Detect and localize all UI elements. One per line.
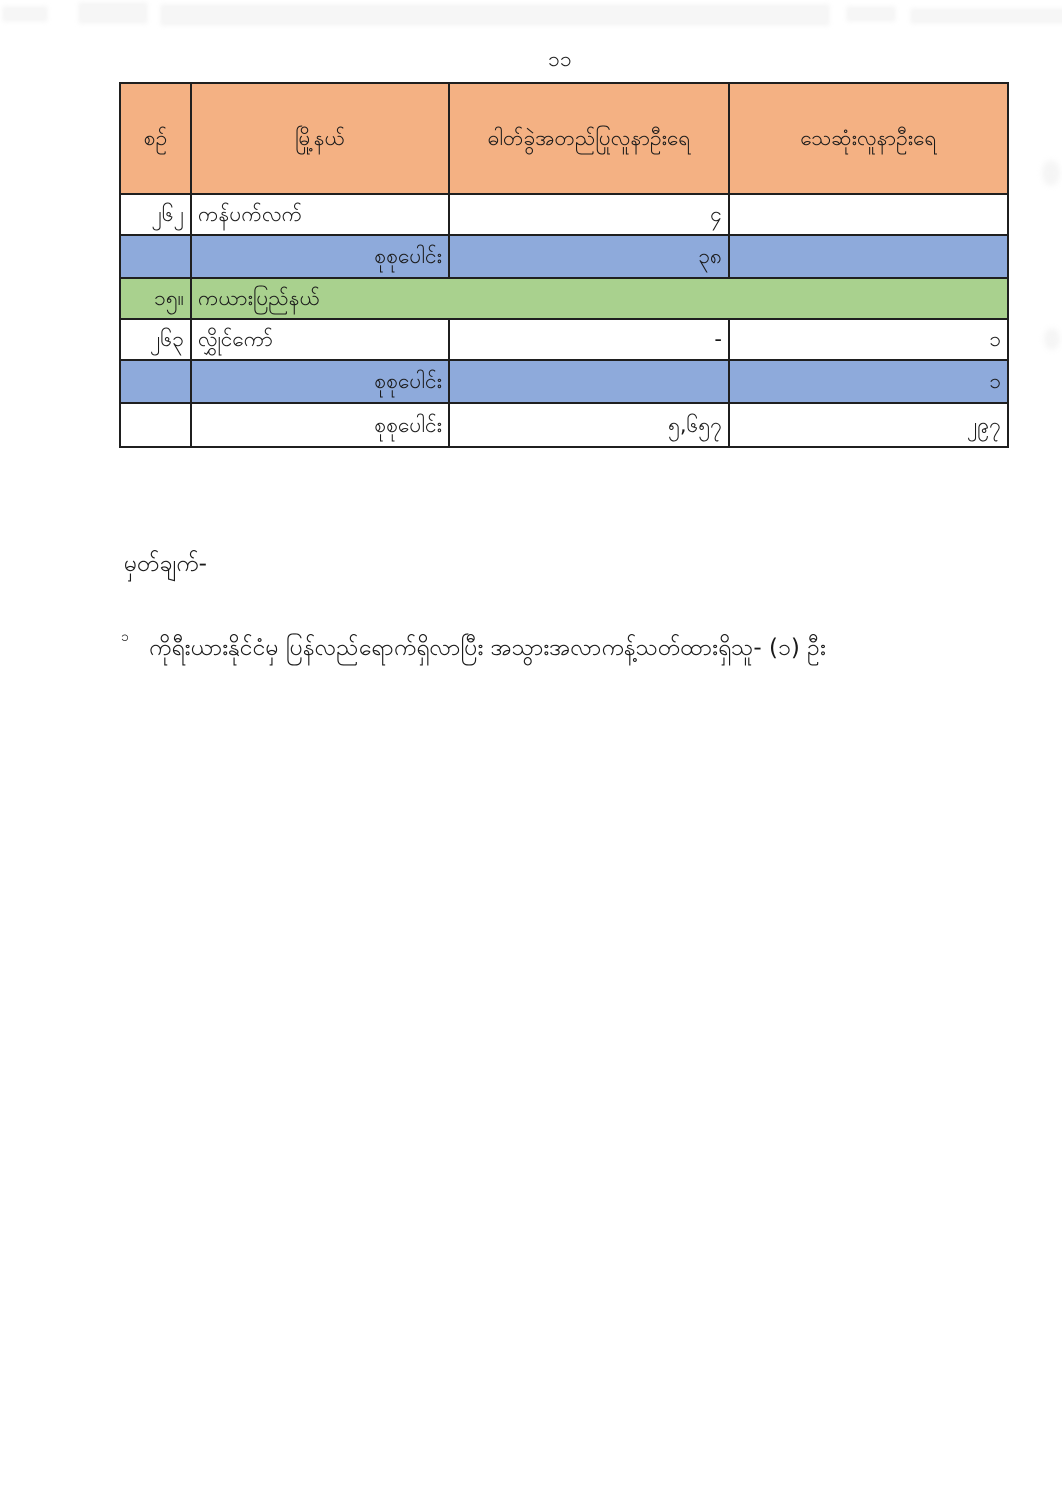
serial-cell: ၂၆၃ xyxy=(120,319,191,360)
subtotal-row xyxy=(120,235,1008,278)
subtotal-label-cell: စုစုပေါင်း xyxy=(191,360,449,403)
subtotal-label-cell: စုစုပေါင်း xyxy=(191,235,449,278)
footnote-line xyxy=(121,628,826,664)
table-header-row xyxy=(120,83,1008,194)
footnote-marker: ၁ xyxy=(121,629,129,645)
serial-cell xyxy=(120,235,191,278)
deaths-cell: ၁ xyxy=(729,319,1008,360)
serial-cell: ၂၆၂ xyxy=(120,194,191,235)
scan-smudge xyxy=(1044,328,1060,350)
scan-smudge xyxy=(1042,160,1060,186)
scan-bleed-artifact xyxy=(0,0,1062,30)
state-name-cell: ကယားပြည်နယ် xyxy=(191,278,1008,319)
deaths-cell xyxy=(729,235,1008,278)
confirmed-cell: - xyxy=(449,319,729,360)
table-row xyxy=(120,319,1008,360)
covid-report-table xyxy=(119,82,1009,448)
deaths-total-cell: ၂၉၇ xyxy=(729,403,1008,447)
confirmed-cell xyxy=(449,360,729,403)
township-cell: ကန်ပက်လက် xyxy=(191,194,449,235)
state-header-row xyxy=(120,278,1008,319)
confirmed-cell: ၄ xyxy=(449,194,729,235)
deaths-cell xyxy=(729,194,1008,235)
confirmed-cell: ၃၈ xyxy=(449,235,729,278)
subtotal-row xyxy=(120,360,1008,403)
header-confirmed: ဓါတ်ခွဲအတည်ပြုလူနာဦးရေ xyxy=(449,83,729,194)
serial-cell xyxy=(120,360,191,403)
header-serial: စဉ် xyxy=(120,83,191,194)
grand-total-row xyxy=(120,403,1008,447)
total-label-cell: စုစုပေါင်း xyxy=(191,403,449,447)
confirmed-total-cell: ၅,၆၅၇ xyxy=(449,403,729,447)
notes-heading: မှတ်ချက်- xyxy=(124,551,207,577)
footnote-text: ကိုရီးယားနိုင်ငံမှ ပြန်လည်ရောက်ရှိလာပြီး အသွားအလာကန့်သတ်ထားရှိသူ- (၁) ဦး xyxy=(148,635,826,661)
header-township: မြို့နယ် xyxy=(191,83,449,194)
township-cell: လွှိုင်ကော် xyxy=(191,319,449,360)
serial-cell xyxy=(120,403,191,447)
serial-cell: ၁၅။ xyxy=(120,278,191,319)
deaths-cell: ၁ xyxy=(729,360,1008,403)
header-deaths: သေဆုံးလူနာဦးရေ xyxy=(729,83,1008,194)
page-number: ၁၁ xyxy=(548,47,572,71)
table-row xyxy=(120,194,1008,235)
